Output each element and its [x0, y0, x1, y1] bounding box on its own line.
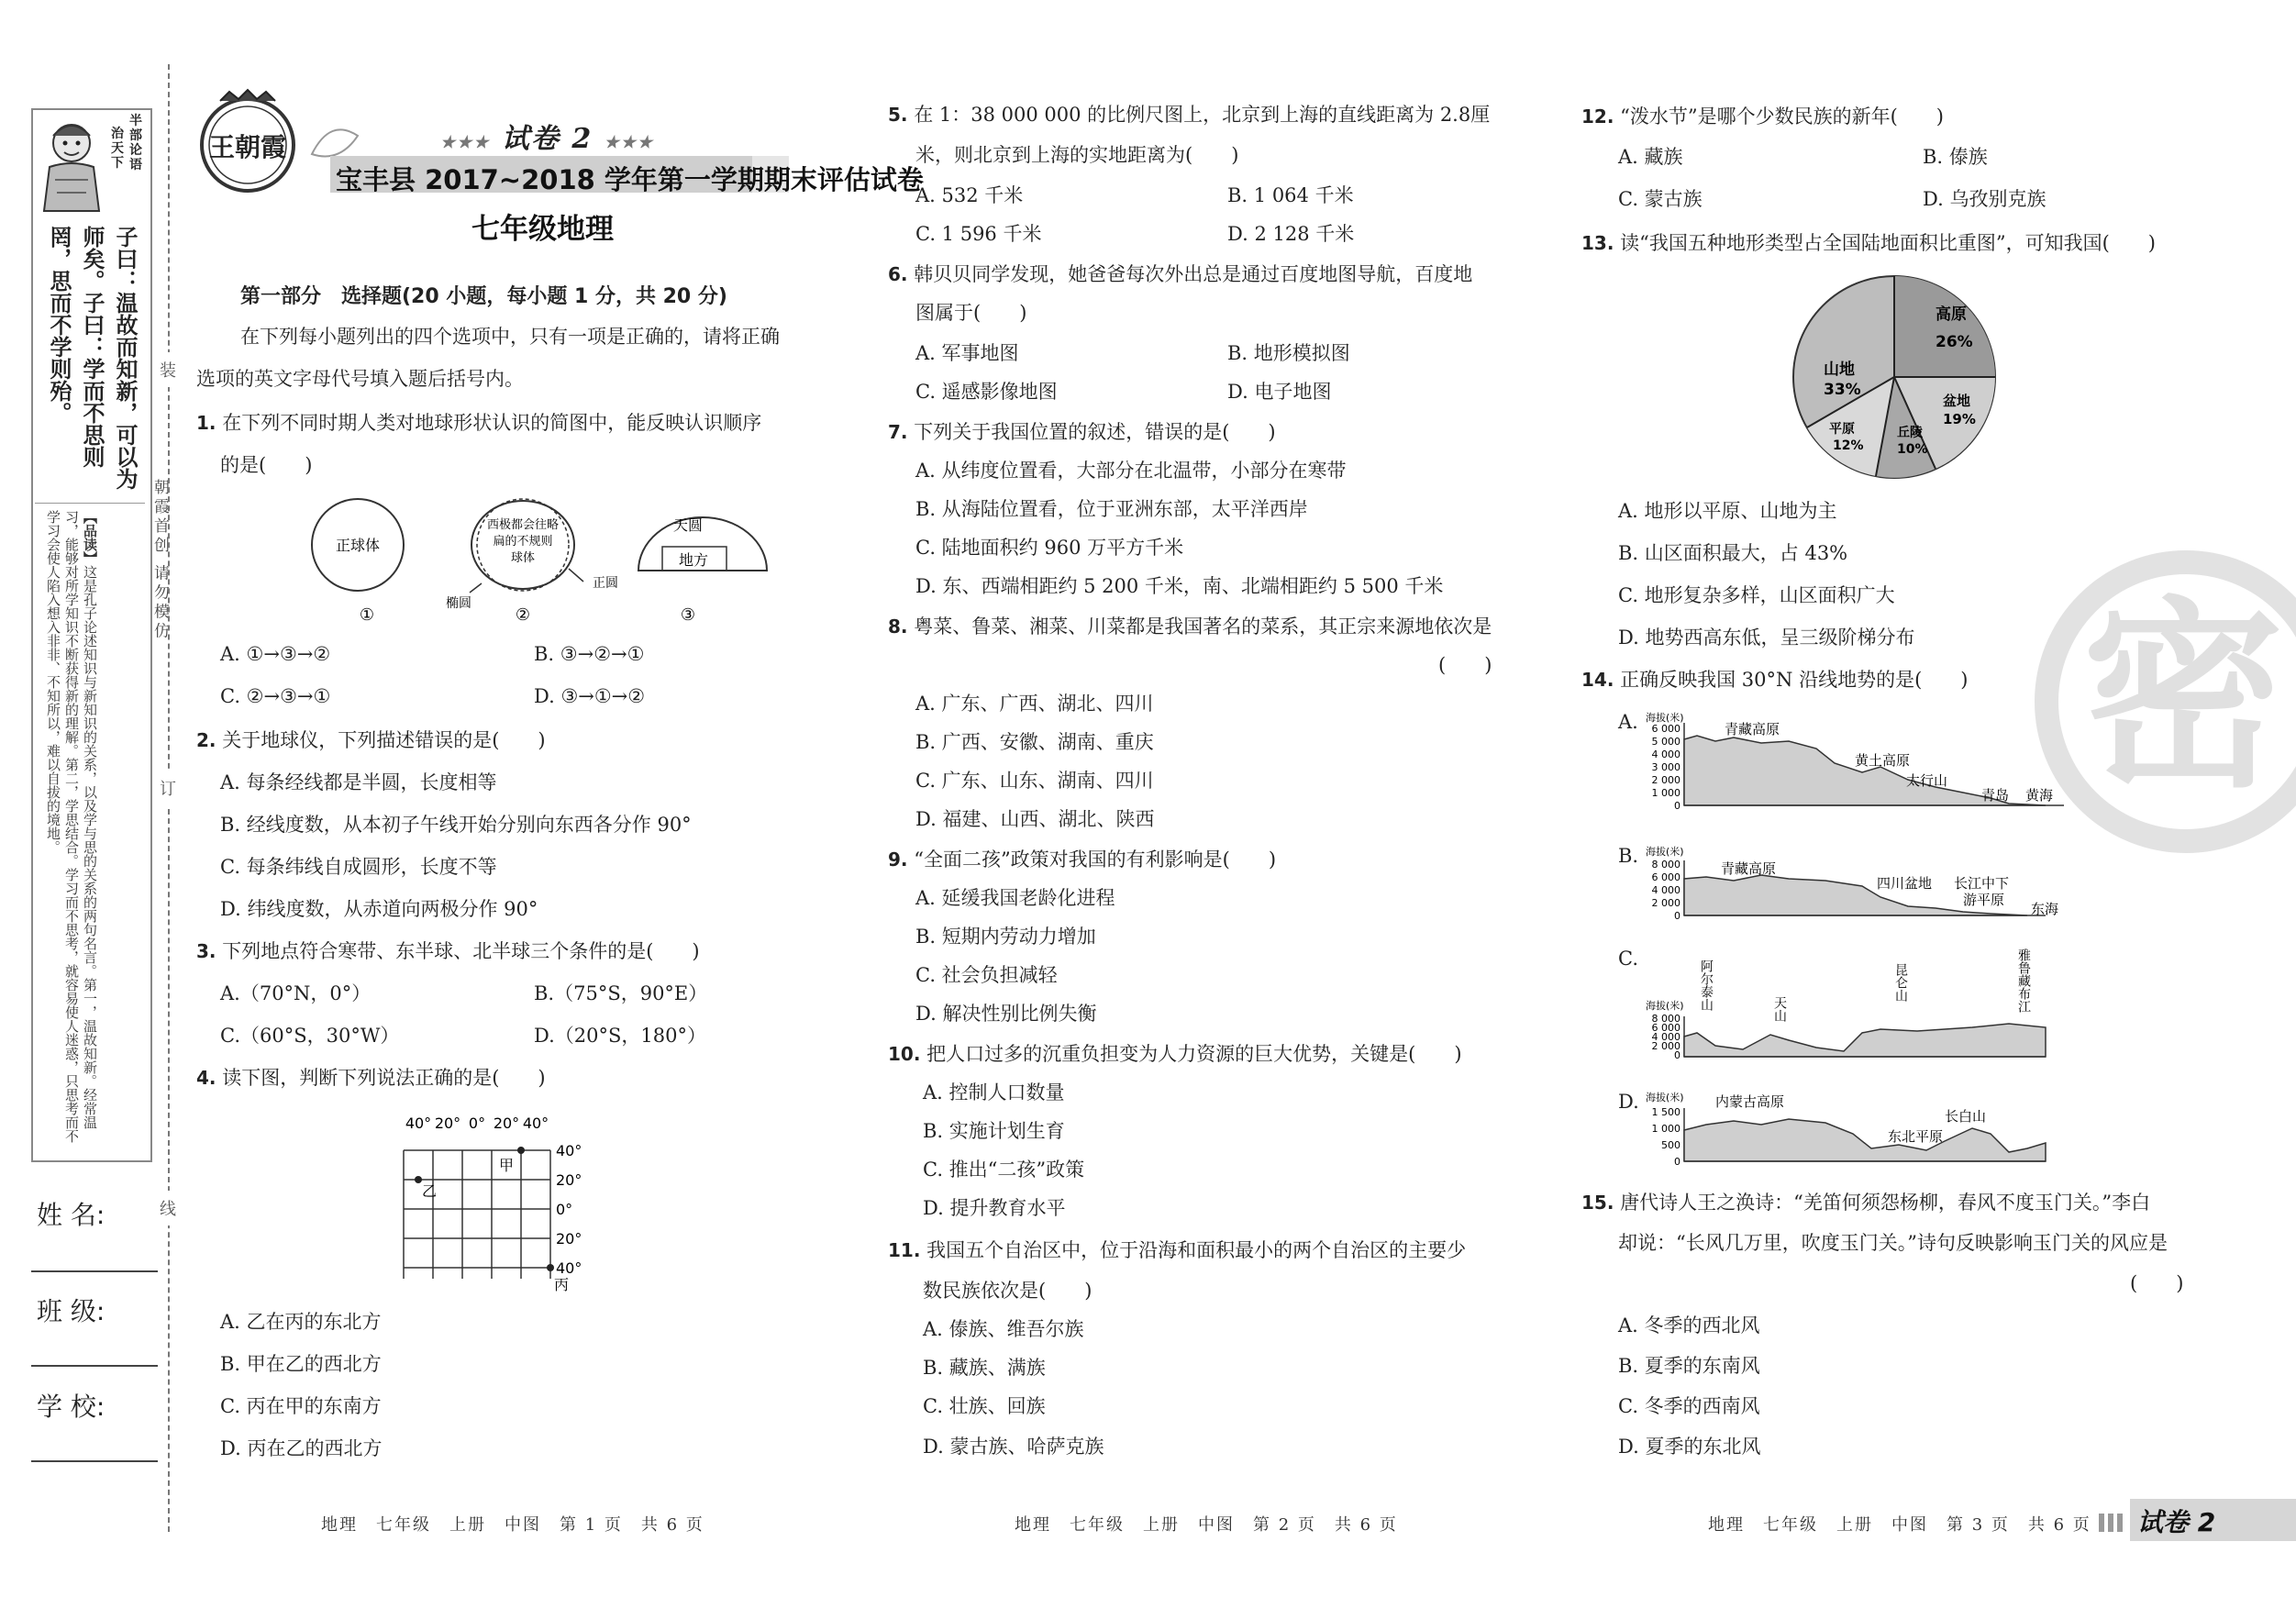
q6-stem — [888, 261, 1472, 288]
q6-option-d[interactable]: D. 电子地图 — [1227, 381, 1332, 403]
right-tick: 0° — [556, 1201, 573, 1218]
profile-b-label: 游平原 — [1963, 892, 2005, 908]
q9-option-a[interactable]: A. 延缓我国老龄化进程 — [915, 887, 1115, 909]
star-left-icon: ★★★ — [440, 133, 491, 152]
paper-no-text: 试卷 2 — [501, 123, 593, 155]
q14-option-d[interactable]: D. — [1618, 1091, 1639, 1113]
pie-pct-basin: 19% — [1943, 411, 1976, 427]
q13-option-c[interactable]: C. 地形复杂多样，山区面积广大 — [1618, 584, 1895, 606]
confucius-mascot-icon — [37, 116, 106, 216]
elev-label: 海拔(米) — [1646, 712, 1684, 724]
badge-char: 半 — [129, 114, 142, 128]
q8-stem — [888, 613, 1492, 640]
footer-page-1: 地理 七年级 上册 中图 第 1 页 共 6 页 — [321, 1515, 704, 1535]
fig2-line2: 扁的不规则 — [493, 535, 553, 549]
tick: 2 000 — [1651, 774, 1680, 786]
school-field[interactable] — [31, 1460, 158, 1462]
q15-line1: 唐代诗人王之涣诗：“羌笛何须怨杨柳，春风不度玉门关。”李白 — [1620, 1192, 2151, 1214]
q11-option-c[interactable]: C. 壮族、回族 — [923, 1395, 1046, 1417]
q10-option-d[interactable]: D. 提升教育水平 — [923, 1197, 1066, 1219]
q1-option-b[interactable]: B. ③→②→① — [534, 643, 645, 665]
q-number: 14. — [1581, 669, 1614, 691]
q8-option-c[interactable]: C. 广东、山东、湖南、四川 — [915, 770, 1154, 792]
profile-d-label: 内蒙古高原 — [1715, 1093, 1785, 1110]
sidebar-commentary — [44, 510, 99, 1143]
profile-b-label: 东海 — [2031, 901, 2059, 917]
q-number: 13. — [1581, 232, 1614, 254]
profile-a-label: 青岛 — [1981, 787, 2010, 804]
q5-option-c[interactable]: C. 1 596 千米 — [915, 223, 1042, 245]
pie-pct-hills: 10% — [1897, 442, 1928, 457]
badge-char: 天 — [111, 141, 124, 156]
profile-b-label: 青藏高原 — [1721, 860, 1777, 877]
q6-option-b[interactable]: B. 地形模拟图 — [1227, 342, 1350, 364]
profile-a-label: 黄海 — [2025, 787, 2054, 804]
q1-option-c[interactable]: C. ②→③→① — [220, 685, 331, 707]
q14-profile-a — [1642, 708, 2073, 827]
right-tick: 20° — [556, 1230, 582, 1248]
q1-option-d[interactable]: D. ③→①→② — [534, 685, 646, 707]
q11-line1: 我国五个自治区中，位于沿海和面积最小的两个自治区的主要少 — [926, 1239, 1467, 1261]
q5-stem — [888, 101, 1490, 128]
fig2-line1: 西极都会往略 — [486, 518, 560, 532]
profile-c-label: 天山 — [1772, 996, 1787, 1022]
q14-option-b[interactable]: B. — [1618, 845, 1639, 867]
pie-pct-mountain: 33% — [1824, 381, 1861, 399]
tick: 8 000 — [1651, 859, 1680, 871]
q11-stem — [888, 1237, 1466, 1264]
fig1-label: 正球体 — [335, 537, 381, 554]
q14-option-a[interactable]: A. — [1618, 711, 1638, 733]
tick: 4 000 — [1651, 749, 1680, 760]
instruction-line-2: 选项的英文字母代号填入题后括号内。 — [196, 368, 524, 390]
class-field[interactable] — [31, 1365, 158, 1367]
profile-a-label: 太行山 — [1906, 772, 1948, 789]
q8-answer-paren[interactable]: ( ) — [1438, 654, 1492, 676]
q1-line1: 在下列不同时期人类对地球形状认识的简图中，能反映认识顺序 — [222, 412, 762, 434]
q2-text: 关于地球仪，下列描述错误的是( ) — [222, 729, 546, 751]
tick: 4 000 — [1651, 1031, 1680, 1043]
q15-option-b[interactable]: B. 夏季的东南风 — [1618, 1355, 1760, 1377]
profile-c-label: 昆仑山 — [1893, 963, 1908, 1002]
q13-pie-chart — [1789, 272, 2000, 482]
q5-line1: 在 1：38 000 000 的比例尺图上，北京到上海的直线距离为 2.8厘 — [914, 104, 1491, 126]
star-right-icon: ★★★ — [604, 133, 655, 152]
q3-option-b[interactable]: B.（75°S，90°E） — [534, 982, 708, 1004]
sidebar — [31, 108, 150, 1163]
q7-stem — [888, 418, 1276, 446]
q9-option-c[interactable]: C. 社会负担减轻 — [915, 964, 1058, 986]
q13-text: 读“我国五种地形类型占全国陆地面积比重图”，可知我国( ) — [1620, 232, 2156, 254]
section-title: 第一部分 选择题(20 小题，每小题 1 分，共 20 分) — [240, 285, 727, 308]
q12-option-c[interactable]: C. 蒙古族 — [1618, 188, 1703, 210]
q7-option-d[interactable]: D. 东、西端相距约 5 200 千米，南、北端相距约 5 500 千米 — [915, 575, 1444, 597]
profile-d-label: 长白山 — [1945, 1108, 1987, 1125]
q11-option-a[interactable]: A. 傣族、维吾尔族 — [923, 1318, 1084, 1340]
tick: 2 000 — [1651, 897, 1680, 909]
tick: 6 000 — [1651, 871, 1680, 883]
sidebar-quote: 子曰：温故而知新，可以为师矣。子曰：学而不思则罔，思而不学则殆。 — [46, 226, 138, 490]
point-jia-label: 甲 — [499, 1157, 515, 1174]
q7-option-a[interactable]: A. 从纬度位置看，大部分在北温带，小部分在寒带 — [915, 460, 1347, 482]
tick: 8 000 — [1651, 1013, 1680, 1025]
footer-page-2: 地理 七年级 上册 中图 第 2 页 共 6 页 — [1015, 1515, 1398, 1535]
q2-option-d[interactable]: D. 纬线度数，从赤道向两极分作 90° — [220, 898, 538, 920]
right-tick: 40° — [556, 1142, 582, 1159]
q9-text: “全面二孩”政策对我国的有利影响是( ) — [914, 848, 1277, 871]
q15-option-a[interactable]: A. 冬季的西北风 — [1618, 1314, 1760, 1336]
top-tick: 0° — [468, 1115, 486, 1132]
q8-option-d[interactable]: D. 福建、山西、湖北、陕西 — [915, 808, 1155, 830]
footer-page-3: 地理 七年级 上册 中图 第 3 页 共 6 页 — [1708, 1515, 2091, 1535]
q13-stem — [1581, 229, 2156, 257]
pie-label-basin: 盆地 — [1943, 393, 1971, 409]
tick: 1 000 — [1651, 787, 1680, 799]
q-number: 6. — [888, 263, 908, 285]
q13-option-a[interactable]: A. 地形以平原、山地为主 — [1618, 500, 1837, 522]
pie-label-plain: 平原 — [1829, 422, 1855, 437]
q5-option-a[interactable]: A. 532 千米 — [915, 184, 1024, 206]
profile-a-label: 黄土高原 — [1855, 752, 1911, 769]
q-number: 9. — [888, 848, 908, 871]
q15-stem — [1581, 1189, 2150, 1216]
logo-text: 王朝霞 — [208, 132, 287, 162]
badge-char: 部 — [129, 128, 142, 143]
exam-subtitle: 七年级地理 — [471, 213, 614, 246]
fold-mark-3: 线 — [158, 1191, 178, 1225]
tick: 2 000 — [1651, 1040, 1680, 1052]
q-number: 3. — [196, 940, 216, 962]
q-number: 7. — [888, 421, 908, 443]
tick: 6 000 — [1651, 723, 1680, 735]
instruction-line-1: 在下列每小题列出的四个选项中，只有一项是正确的，请将正确 — [240, 326, 780, 348]
fold-mark-1: 装 — [158, 352, 178, 387]
name-label: 姓 名: — [37, 1200, 105, 1230]
q15-answer-paren[interactable]: ( ) — [2130, 1272, 2184, 1294]
q14-option-c[interactable]: C. — [1618, 948, 1638, 970]
q14-profile-b — [1642, 842, 2073, 934]
q10-text: 把人口过多的沉重负担变为人力资源的巨大优势，关键是( ) — [926, 1043, 1462, 1065]
point-bing — [547, 1264, 554, 1271]
q12-option-b[interactable]: B. 傣族 — [1923, 146, 1988, 168]
fig-label-3: ③ — [680, 605, 696, 625]
fig2-right-label: 正圆 — [593, 576, 618, 591]
elev-label: 海拔(米) — [1646, 1000, 1684, 1012]
right-tick: 40° — [556, 1259, 582, 1277]
profile-c-label: 雅鲁藏布江 — [2016, 948, 2031, 1013]
sidebar-badge — [108, 114, 145, 224]
q1-figure — [303, 495, 816, 633]
profile-c-label: 阿尔泰山 — [1699, 959, 1714, 1011]
fig-label-2: ② — [515, 605, 531, 625]
q14-profile-c — [1642, 945, 2073, 1064]
q4-option-c[interactable]: C. 丙在甲的东南方 — [220, 1395, 382, 1417]
q-number: 10. — [888, 1043, 921, 1065]
q8-line1: 粤菜、鲁菜、湘菜、川菜都是我国著名的菜系，其正宗来源地依次是 — [914, 616, 1492, 638]
footer-decoration-icon — [2099, 1514, 2126, 1532]
q15-option-d[interactable]: D. 夏季的东北风 — [1618, 1436, 1761, 1458]
q-number: 8. — [888, 616, 908, 638]
q15-option-c[interactable]: C. 冬季的西南风 — [1618, 1395, 1760, 1417]
q-number: 11. — [888, 1239, 921, 1261]
tick: 1 000 — [1651, 1123, 1680, 1135]
tick: 500 — [1661, 1139, 1680, 1151]
q15-stem-2: 却说：“长风几万里，吹度玉门关。”诗句反映影响玉门关的风应是 — [1618, 1232, 2168, 1254]
q8-option-b[interactable]: B. 广西、安徽、湖南、重庆 — [915, 731, 1154, 753]
q2-option-b[interactable]: B. 经线度数，从本初子午线开始分别向东西各分作 90° — [220, 814, 692, 836]
q10-option-c[interactable]: C. 推出“二孩”政策 — [923, 1159, 1085, 1181]
q11-stem-2: 数民族依次是( ) — [923, 1280, 1093, 1302]
point-jia — [517, 1147, 525, 1154]
profile-b-label: 长江中下 — [1954, 875, 2010, 892]
pie-pct-plateau: 26% — [1936, 333, 1973, 351]
q4-grid-figure — [385, 1104, 624, 1297]
q-number: 15. — [1581, 1192, 1614, 1214]
q6-line1: 韩贝贝同学发现，她爸爸每次外出总是通过百度地图导航，百度地 — [914, 263, 1473, 285]
fold-mark-2: 订 — [158, 771, 178, 805]
q2-stem — [196, 726, 546, 754]
badge-char: 语 — [129, 158, 142, 172]
copyright-note: 朝霞首创 请勿模仿 — [150, 479, 169, 642]
pie-label-plateau: 高原 — [1936, 305, 1967, 324]
point-bing-label: 丙 — [554, 1276, 570, 1293]
q11-option-b[interactable]: B. 藏族、满族 — [923, 1357, 1046, 1379]
tick: 5 000 — [1651, 736, 1680, 748]
q3-option-c[interactable]: C.（60°S，30°W） — [220, 1025, 400, 1047]
tick: 0 — [1674, 910, 1680, 922]
q7-text: 下列关于我国位置的叙述，错误的是( ) — [914, 421, 1276, 443]
exam-title: 宝丰县 2017~2018 学年第一学期期末评估试卷 — [336, 164, 924, 195]
q2-option-c[interactable]: C. 每条纬线自成圆形，长度不等 — [220, 856, 497, 878]
fig2-left-label: 椭圆 — [446, 596, 471, 611]
fig3-top-label: 天圆 — [672, 516, 704, 534]
q14-profile-d — [1642, 1088, 2073, 1180]
q8-option-a[interactable]: A. 广东、广西、湖北、四川 — [915, 693, 1154, 715]
pie-label-hills: 丘陵 — [1897, 426, 1923, 440]
q7-option-b[interactable]: B. 从海陆位置看，位于亚洲东部，太平洋西岸 — [915, 498, 1308, 520]
watermark-text: 密 — [2082, 580, 2285, 815]
top-tick: 20° — [493, 1115, 520, 1132]
paper-number — [440, 116, 654, 156]
tick: 6 000 — [1651, 1022, 1680, 1034]
footer-paper-tag-text: 试卷 2 — [2137, 1507, 2216, 1537]
q4-option-a[interactable]: A. 乙在丙的东北方 — [220, 1311, 382, 1333]
q3-option-a[interactable]: A.（70°N，0°） — [220, 982, 372, 1004]
q4-text: 读下图，判断下列说法正确的是( ) — [222, 1067, 546, 1089]
q12-option-a[interactable]: A. 藏族 — [1618, 146, 1683, 168]
q14-text: 正确反映我国 30°N 沿线地势的是( ) — [1620, 669, 1969, 691]
school-label: 学 校: — [37, 1392, 105, 1422]
q6-stem-2: 图属于( ) — [915, 302, 1027, 324]
q6-option-c[interactable]: C. 遥感影像地图 — [915, 381, 1058, 403]
q5-option-d[interactable]: D. 2 128 千米 — [1227, 223, 1355, 245]
q3-stem — [196, 937, 700, 965]
fig2-line3: 球体 — [510, 551, 536, 565]
q4-stem — [196, 1064, 546, 1092]
q-number: 12. — [1581, 105, 1614, 128]
point-yi-label: 乙 — [422, 1182, 438, 1200]
q10-option-a[interactable]: A. 控制人口数量 — [923, 1081, 1065, 1103]
q5-option-b[interactable]: B. 1 064 千米 — [1227, 184, 1354, 206]
profile-b-label: 四川盆地 — [1877, 875, 1933, 892]
q13-option-d[interactable]: D. 地势西高东低，呈三级阶梯分布 — [1618, 627, 1915, 649]
commentary-label: 【品读】 — [82, 510, 98, 565]
fig-label-1: ① — [359, 605, 375, 625]
q14-stem — [1581, 666, 1968, 693]
badge-char: 论 — [129, 143, 142, 158]
q6-option-a[interactable]: A. 军事地图 — [915, 342, 1019, 364]
brand-logo-icon — [193, 88, 303, 198]
commentary-body: 这是孔子论述知识与新知识的关系，以及学与思的关系的两句名言。第一，温故知新。经常温习，能够对所学知识不断获得新的理解。第二，学思结合。学习而不思考，就容易使人迷惑，只思考而不学习会使人陷入想入非非、不知所以，难以自拔的境地。 — [45, 510, 98, 1143]
q-number: 1. — [196, 412, 216, 434]
point-yi — [415, 1176, 422, 1183]
q12-text: “泼水节”是哪个少数民族的新年( ) — [1620, 105, 1944, 128]
tick: 4 000 — [1651, 884, 1680, 896]
tick: 0 — [1674, 800, 1680, 812]
pie-label-mountain: 山地 — [1824, 360, 1855, 379]
top-tick: 40° — [522, 1115, 549, 1132]
tick: 1 500 — [1651, 1106, 1680, 1118]
sidebar-divider — [35, 503, 145, 504]
class-label: 班 级: — [37, 1296, 105, 1326]
right-tick: 20° — [556, 1171, 582, 1189]
q10-stem — [888, 1040, 1462, 1068]
q-number: 4. — [196, 1067, 216, 1089]
q9-stem — [888, 846, 1276, 873]
q3-option-d[interactable]: D.（20°S，180°） — [534, 1025, 706, 1047]
elev-label: 海拔(米) — [1646, 1092, 1684, 1103]
badge-char: 治 — [111, 127, 124, 141]
top-tick: 20° — [434, 1115, 461, 1132]
q4-option-d[interactable]: D. 丙在乙的西北方 — [220, 1437, 383, 1459]
tick: 0 — [1674, 1156, 1680, 1168]
q10-option-b[interactable]: B. 实施计划生育 — [923, 1120, 1065, 1142]
q5-stem-2: 米，则北京到上海的实地距离为( ) — [915, 144, 1239, 166]
q-number: 5. — [888, 104, 908, 126]
q2-option-a[interactable]: A. 每条经线都是半圆，长度相等 — [220, 771, 497, 793]
q12-option-d[interactable]: D. 乌孜别克族 — [1923, 188, 2046, 210]
top-tick: 40° — [405, 1115, 432, 1132]
badge-char: 下 — [111, 156, 124, 171]
q-number: 2. — [196, 729, 216, 751]
elev-label: 海拔(米) — [1646, 846, 1684, 858]
fig3-bottom-label: 地方 — [678, 551, 709, 569]
q9-option-b[interactable]: B. 短期内劳动力增加 — [915, 926, 1096, 948]
profile-a-label: 青藏高原 — [1725, 721, 1780, 738]
profile-d-label: 东北平原 — [1888, 1128, 1944, 1145]
name-field[interactable] — [31, 1270, 158, 1272]
q12-stem — [1581, 103, 1944, 130]
q1-option-a[interactable]: A. ①→③→② — [220, 643, 331, 665]
tick: 0 — [1674, 1049, 1680, 1061]
q1-stem — [196, 409, 761, 437]
tick: 3 000 — [1651, 761, 1680, 773]
q4-option-b[interactable]: B. 甲在乙的西北方 — [220, 1353, 382, 1375]
q9-option-d[interactable]: D. 解决性别比例失衡 — [915, 1003, 1097, 1025]
q3-text: 下列地点符合寒带、东半球、北半球三个条件的是( ) — [222, 940, 700, 962]
q13-option-b[interactable]: B. 山区面积最大，占 43% — [1618, 542, 1848, 564]
q7-option-c[interactable]: C. 陆地面积约 960 万平方千米 — [915, 537, 1184, 559]
q1-stem-2: 的是( ) — [220, 454, 313, 476]
q11-option-d[interactable]: D. 蒙古族、哈萨克族 — [923, 1436, 1104, 1458]
pie-pct-plain: 12% — [1833, 438, 1864, 453]
